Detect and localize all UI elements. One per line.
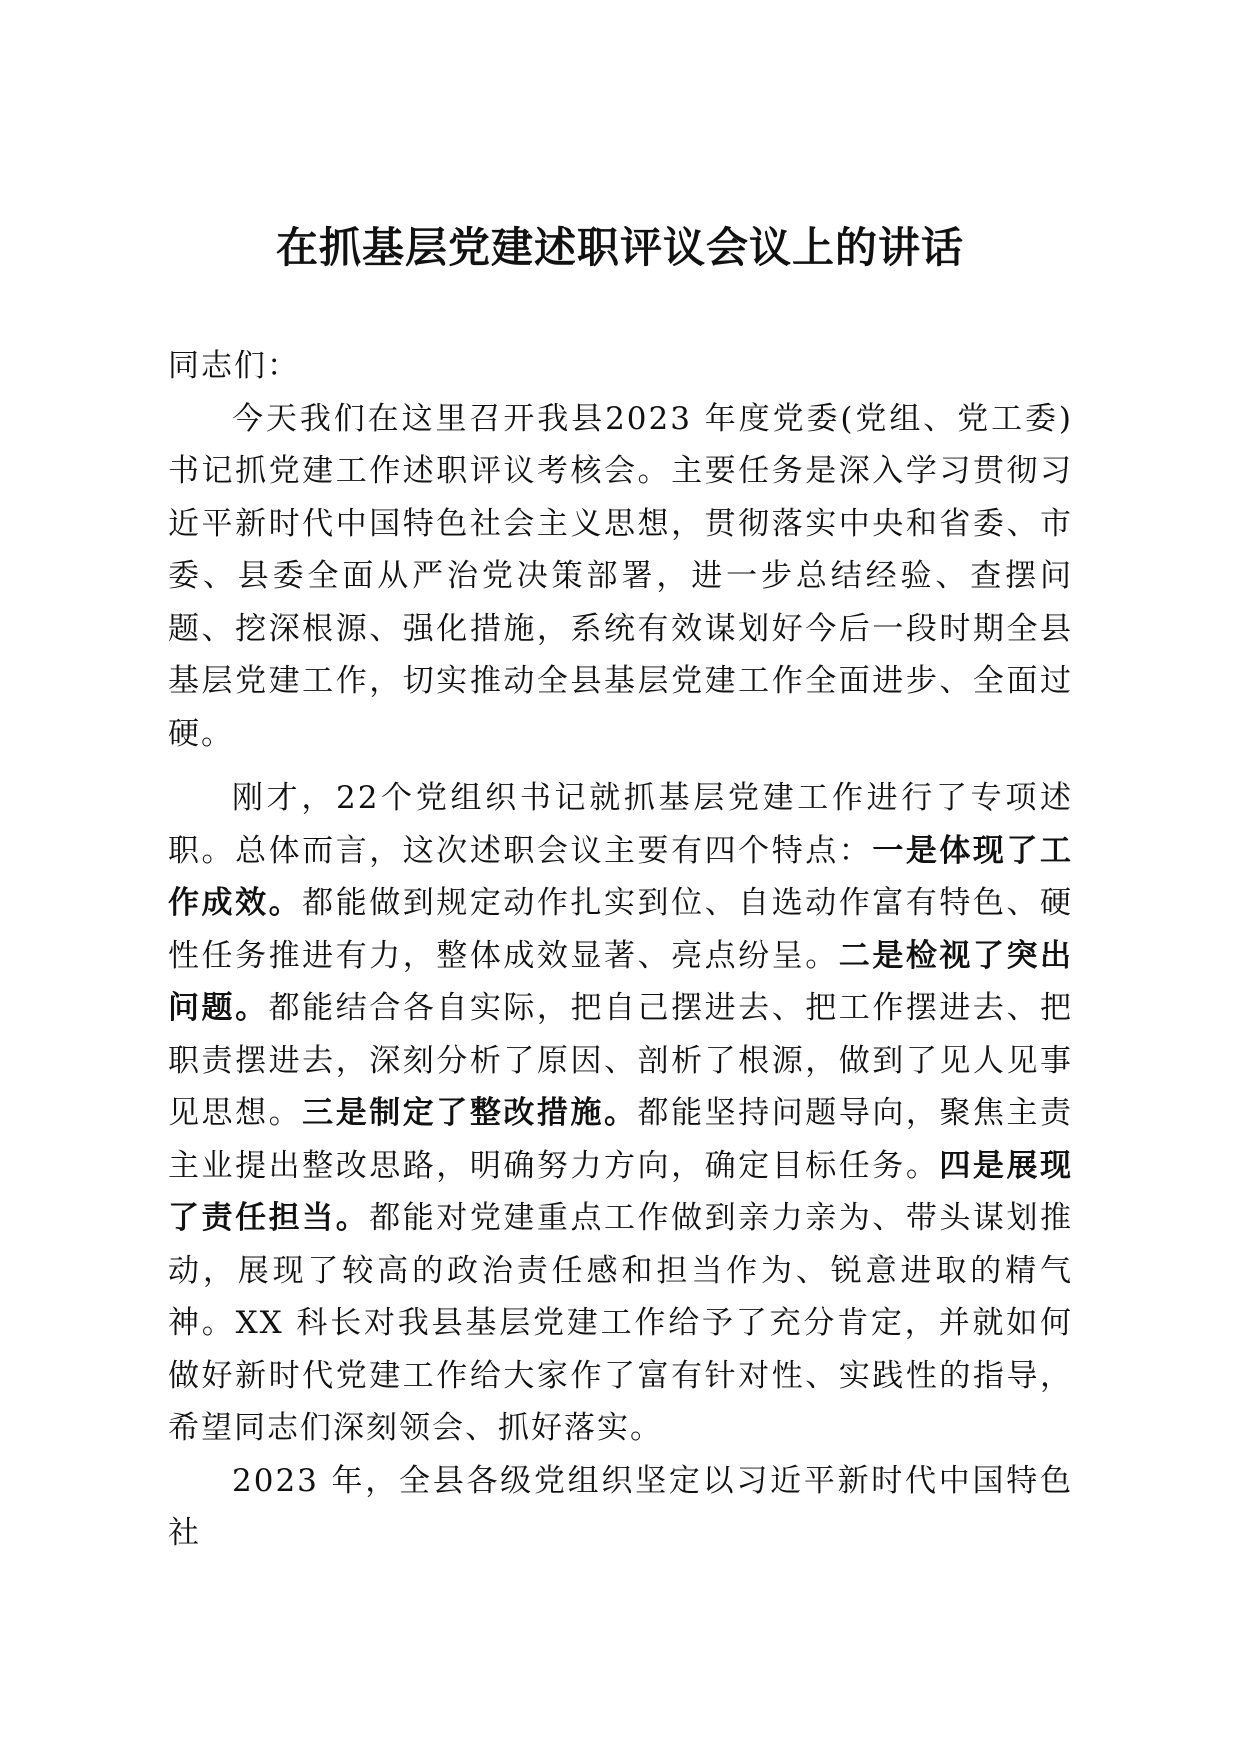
document-title: 在抓基层党建述职评议会议上的讲话 (275, 223, 964, 272)
point-3-heading: 三是制定了整改措施。 (302, 1095, 638, 1131)
point-1-text: 都能做到规定动作扎实到位、自选动作富有特色、硬性任务推进有力，整体成效显著、亮点纷呈。 (168, 885, 1073, 974)
point-4-heading: 四是展现了责任担当。 (168, 1147, 1074, 1236)
paragraph-3: 2023 年，全县各级党组织坚定以习近平新时代中国特色社 (168, 1462, 1073, 1551)
point-4-text: 都能对党建重点工作做到亲力亲为、带头谋划推动，展现了较高的政治责任感和担当作为、锐意进取的精气神。XX 科长对我县基层党建工作给予了充分肯定，并就如何做好新时代党建工作给大家作了富有针对性、实践性的指导，希望同志们深刻领会、抓好落实。 (168, 1200, 1074, 1446)
point-2-heading: 二是检视了突出问题。 (168, 937, 1074, 1026)
point-3-text: 都能坚持问题导向，聚焦主责主业提出整改思路，明确努力方向，确定目标任务。 (168, 1095, 1074, 1184)
point-2-text: 都能结合各自实际，把自己摆进去、把工作摆进去、把职责摆进去，深刻分析了原因、剖析了根源，做到了见人见事见思想。 (168, 990, 1074, 1131)
document-body (168, 340, 1073, 1560)
paragraph-1: 今天我们在这里召开我县2023 年度党委(党组、党工委)书记抓党建工作述职评议考核会。主要任务是深入学习贯彻习近平新时代中国特色社会主义思想，贯彻落实中央和省委、市委、县委全面从严治党决策部署，进一步总结经验、查摆问题、挖深根源、强化措施，系统有效谋划好今后一段时期全县基层党建工作，切实推动全县基层党建工作全面进步、全面过硬。 (168, 400, 1073, 752)
salutation: 同志们： (168, 348, 300, 384)
point-1-heading: 一是体现了工作成效。 (168, 832, 1074, 921)
paragraph-2 (168, 772, 1073, 1455)
paragraph-2-intro: 刚才，22个党组织书记就抓基层党建工作进行了专项述职。总体而言，这次述职会议主要有四个特点： (168, 780, 1073, 869)
